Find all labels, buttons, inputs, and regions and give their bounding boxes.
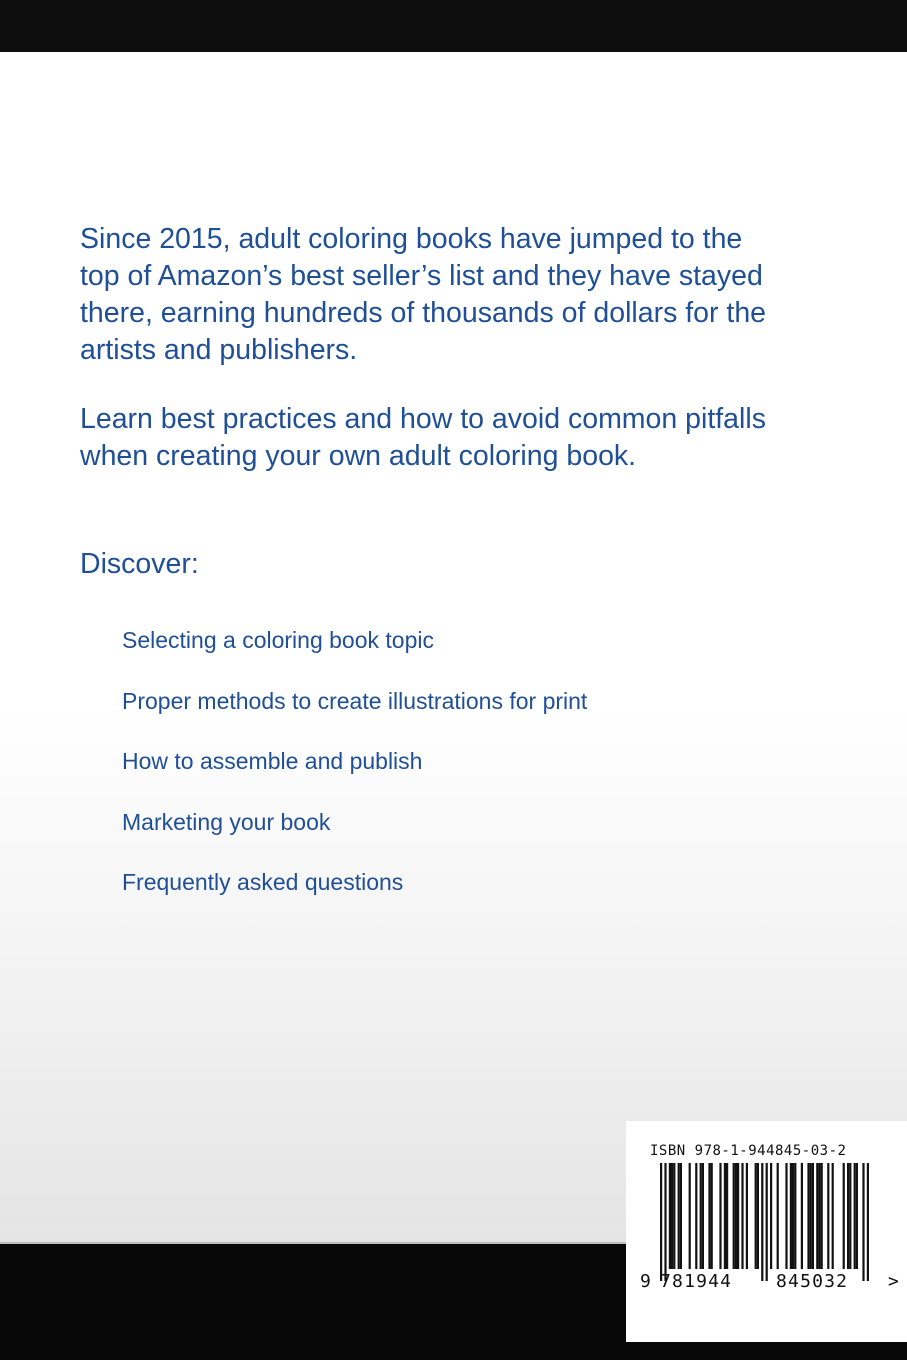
barcode-bar xyxy=(843,1163,845,1269)
barcode-bar xyxy=(711,1163,713,1269)
barcode-bar xyxy=(856,1163,858,1269)
barcode-bar xyxy=(702,1163,704,1269)
barcode-bar xyxy=(801,1163,803,1269)
barcode-bar xyxy=(818,1163,820,1269)
barcode-bar xyxy=(790,1163,792,1269)
discover-list xyxy=(122,624,587,927)
barcode-digit-group-right: 845032 xyxy=(776,1271,849,1292)
barcode-bar xyxy=(678,1163,680,1269)
isbn-barcode xyxy=(626,1121,907,1342)
barcode-bar xyxy=(757,1163,759,1269)
blurb-paragraph-2: Learn best practices and how to avoid common pitfalls when creating your own adult coloring book. xyxy=(80,403,766,472)
barcode-bar xyxy=(735,1163,737,1269)
barcode-bar xyxy=(812,1163,814,1269)
barcode-bar xyxy=(673,1163,675,1269)
barcode-bar xyxy=(719,1163,721,1269)
barcode-bar xyxy=(821,1163,823,1269)
list-item: Selecting a coloring book topic xyxy=(122,627,434,653)
barcode-bar xyxy=(832,1163,834,1269)
barcode-bar xyxy=(680,1163,682,1269)
barcode-bar xyxy=(737,1163,739,1269)
barcode-lead-digit: 9 xyxy=(640,1271,651,1292)
barcode-bar xyxy=(862,1163,864,1281)
barcode-bar xyxy=(671,1163,673,1269)
barcode-bar xyxy=(724,1163,726,1269)
list-item: Frequently asked questions xyxy=(122,869,404,895)
barcode-bar xyxy=(700,1163,702,1269)
barcode-bar xyxy=(854,1163,856,1269)
barcode-bar xyxy=(741,1163,743,1269)
list-item: How to assemble and publish xyxy=(122,748,423,774)
barcode-bar xyxy=(794,1163,796,1269)
barcode-bar xyxy=(761,1163,763,1281)
barcode-bar xyxy=(708,1163,710,1269)
barcode-bar xyxy=(785,1163,787,1269)
barcode-bar xyxy=(755,1163,757,1269)
barcode-bar xyxy=(867,1163,869,1281)
barcode-bar xyxy=(827,1163,829,1269)
barcode-bar xyxy=(777,1163,779,1269)
top-band xyxy=(0,0,907,52)
barcode-bar xyxy=(770,1163,772,1269)
barcode-bar xyxy=(660,1163,662,1281)
discover-heading: Discover: xyxy=(80,548,199,580)
barcode-bar xyxy=(792,1163,794,1269)
barcode-bar xyxy=(849,1163,851,1269)
isbn-label: ISBN 978-1-944845-03-2 xyxy=(650,1143,847,1159)
barcode-bar xyxy=(847,1163,849,1269)
barcode-bar xyxy=(726,1163,728,1269)
barcode-bar xyxy=(746,1163,748,1269)
barcode-bars xyxy=(640,1163,892,1285)
barcode-bar xyxy=(816,1163,818,1269)
barcode-bar xyxy=(669,1163,671,1269)
barcode-bar xyxy=(689,1163,691,1269)
barcode-bar xyxy=(733,1163,735,1269)
list-item: Proper methods to create illustrations for print xyxy=(122,687,588,714)
barcode-bar xyxy=(766,1163,768,1281)
barcode-bar xyxy=(664,1163,666,1281)
blurb-paragraph-1: Since 2015, adult coloring books have jumped to the top of Amazon’s best seller’s list and they have stayed there, earning hundreds of thousands of dollars for the artists and publishers. xyxy=(80,223,767,366)
barcode-digit-group-left: 781944 xyxy=(660,1271,733,1292)
barcode-bar xyxy=(810,1163,812,1269)
barcode-bar xyxy=(695,1163,697,1269)
barcode-bar xyxy=(807,1163,809,1269)
barcode-end-mark: > xyxy=(888,1271,899,1292)
list-item: Marketing your book xyxy=(122,808,331,835)
